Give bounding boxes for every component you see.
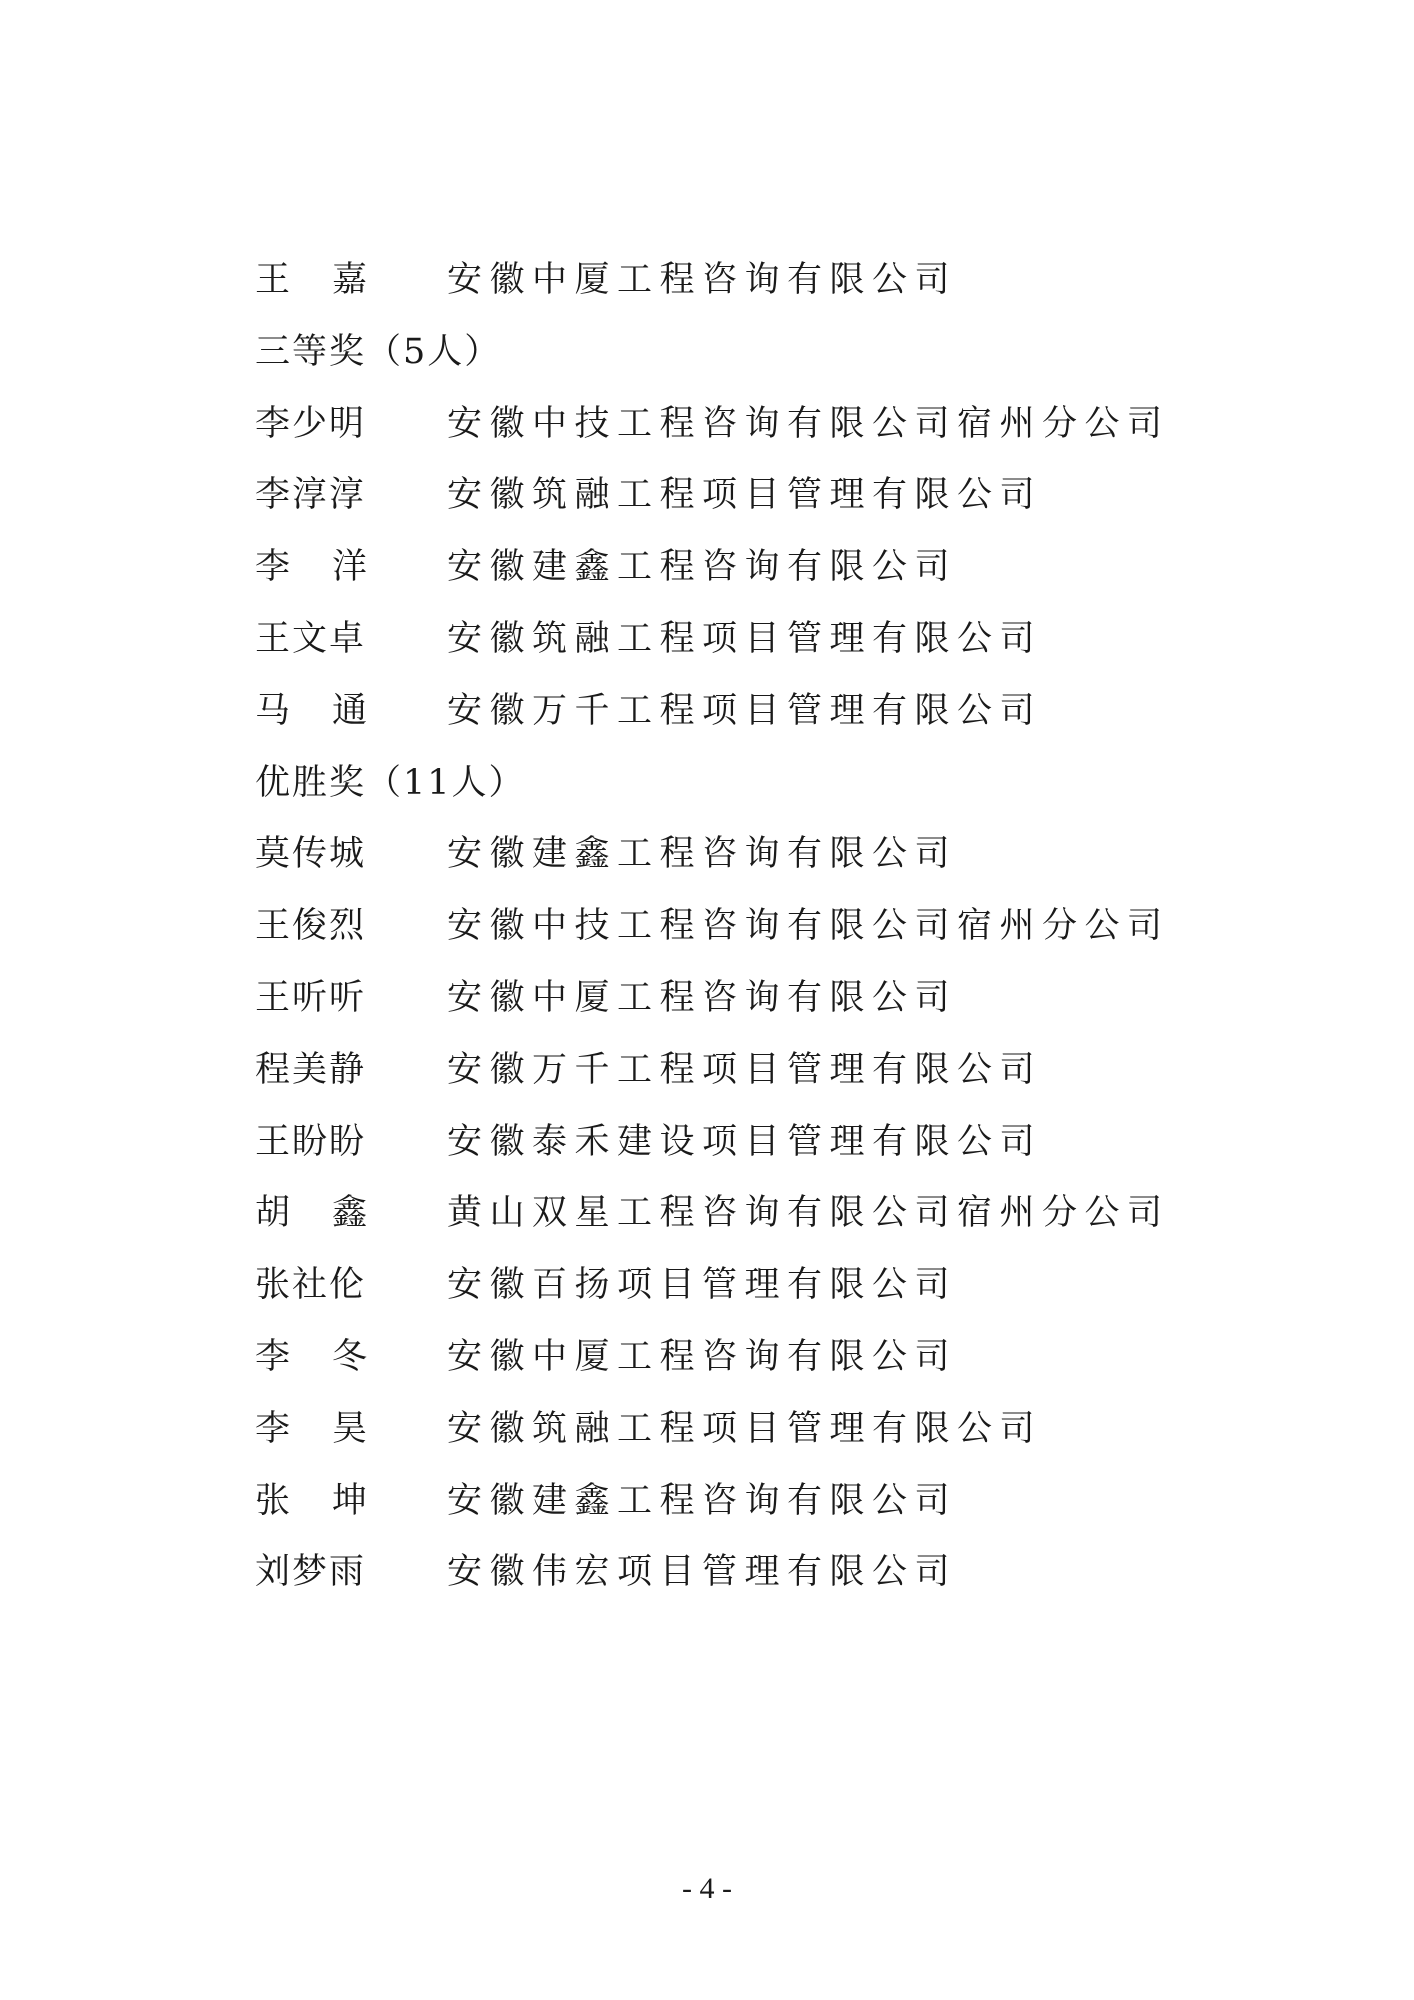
winner-company: 安徽建鑫工程咨询有限公司 [447, 834, 958, 875]
winner-row [255, 256, 1170, 328]
winner-name: 王文卓 [255, 618, 367, 659]
winner-name: 李 冬 [255, 1336, 367, 1377]
winner-name: 李淳淳 [255, 475, 367, 516]
winner-name: 李 昊 [255, 1408, 367, 1449]
winner-company: 安徽建鑫工程咨询有限公司 [447, 547, 958, 588]
winner-name: 王 嘉 [255, 260, 367, 300]
winner-row [255, 1118, 1170, 1190]
winner-row [255, 1405, 1170, 1477]
winner-name: 王盼盼 [255, 1121, 367, 1162]
winner-row [255, 974, 1170, 1046]
winner-company: 安徽中技工程咨询有限公司宿州分公司 [447, 906, 1170, 947]
winner-row [255, 687, 1170, 759]
winner-company: 安徽伟宏项目管理有限公司 [447, 1552, 958, 1593]
winner-row [255, 1477, 1170, 1549]
winner-name: 王俊烈 [255, 906, 367, 947]
winner-company: 安徽中厦工程咨询有限公司 [447, 1336, 958, 1377]
winner-name: 程美静 [255, 1049, 367, 1090]
winner-company: 安徽中厦工程咨询有限公司 [447, 260, 958, 300]
heading-text: 三等奖（5人） [255, 331, 502, 372]
winner-company: 安徽建鑫工程咨询有限公司 [447, 1480, 958, 1521]
winner-row [255, 543, 1170, 615]
winner-row [255, 1548, 1170, 1620]
winner-company: 安徽万千工程项目管理有限公司 [447, 1049, 1043, 1090]
winner-row [255, 1046, 1170, 1118]
winner-name: 张社伦 [255, 1265, 367, 1306]
winner-company: 安徽中厦工程咨询有限公司 [447, 977, 958, 1018]
winner-row [255, 471, 1170, 543]
winner-name: 刘梦雨 [255, 1552, 367, 1593]
winner-name: 莫传城 [255, 834, 367, 875]
winner-name: 胡 鑫 [255, 1193, 367, 1234]
winner-row [255, 902, 1170, 974]
winner-company: 安徽筑融工程项目管理有限公司 [447, 475, 1043, 516]
winner-row [255, 830, 1170, 902]
winner-row [255, 1189, 1170, 1261]
winner-row [255, 1333, 1170, 1405]
award-list [255, 256, 1170, 1620]
winner-row [255, 400, 1170, 472]
winner-row [255, 615, 1170, 687]
heading-text: 优胜奖（11人） [255, 762, 526, 803]
award-category-heading [255, 328, 1170, 400]
winner-company: 安徽百扬项目管理有限公司 [447, 1265, 958, 1306]
winner-company: 黄山双星工程咨询有限公司宿州分公司 [447, 1193, 1170, 1234]
winner-name: 李 洋 [255, 547, 367, 588]
winner-company: 安徽泰禾建设项目管理有限公司 [447, 1121, 1043, 1162]
page-number: - 4 - [682, 1872, 732, 1905]
winner-name: 马 通 [255, 690, 367, 731]
winner-company: 安徽中技工程咨询有限公司宿州分公司 [447, 403, 1170, 444]
winner-company: 安徽万千工程项目管理有限公司 [447, 690, 1043, 731]
winner-company: 安徽筑融工程项目管理有限公司 [447, 1408, 1043, 1449]
winner-name: 张 坤 [255, 1480, 367, 1521]
award-category-heading [255, 759, 1170, 831]
winner-company: 安徽筑融工程项目管理有限公司 [447, 618, 1043, 659]
winner-name: 王听听 [255, 977, 367, 1018]
winner-row [255, 1261, 1170, 1333]
winner-name: 李少明 [255, 403, 367, 444]
